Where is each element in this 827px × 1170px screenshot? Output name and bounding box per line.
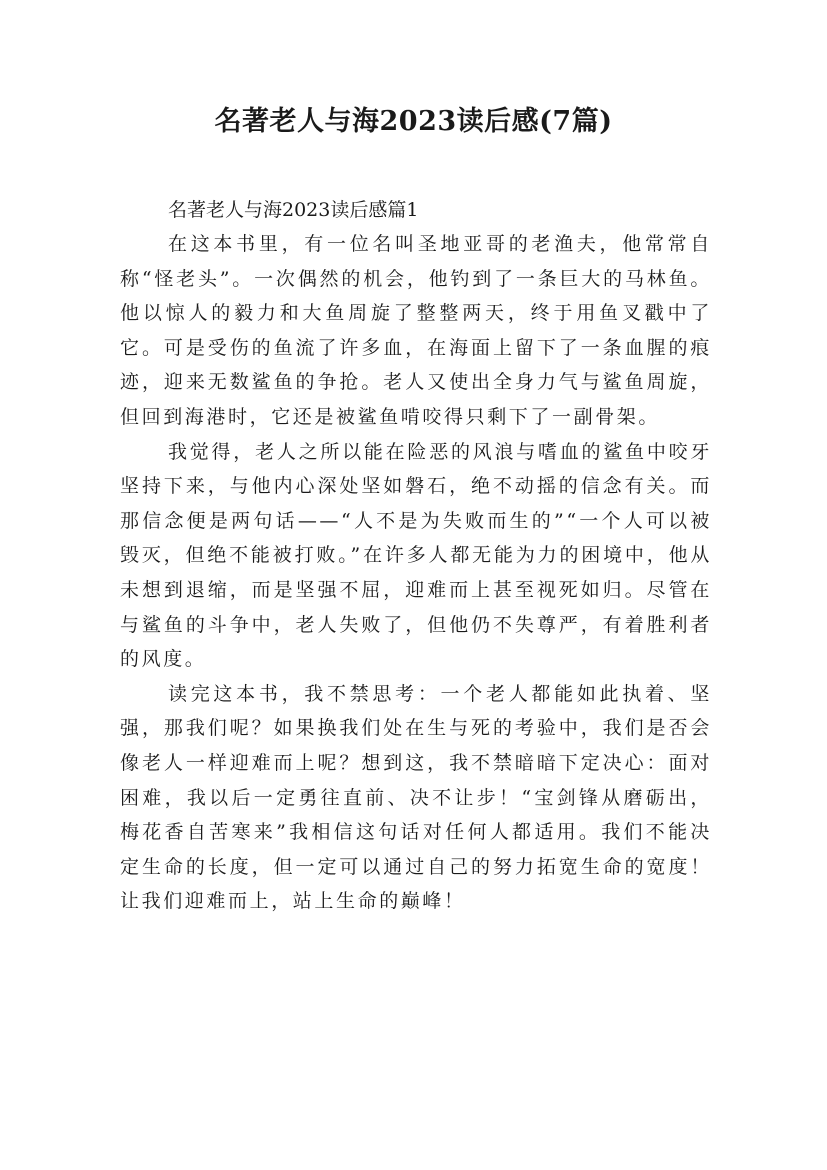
paragraph-2: 我觉得，老人之所以能在险恶的风浪与嗜血的鲨鱼中咬牙坚持下来，与他内心深处坚如磐石，绝不动摇的信念有关。而那信念便是两句话——“人不是为失败而生的”“一个人可以被毁灭，但绝不能被打败。”在许多人都无能为力的困境中，他从未想到退缩，而是坚强不屈，迎难而上甚至视死如归。尽管在与鲨鱼的斗争中，老人失败了，但他仍不失尊严，有着胜利者的风度。 [120,440,712,671]
section-heading: 名著老人与海2023读后感篇1 [168,199,419,221]
document-body [120,193,712,919]
paragraph-3: 读完这本书，我不禁思考：一个老人都能如此执着、坚强，那我们呢？如果换我们处在生与死的考验中，我们是否会像老人一样迎难而上呢？想到这，我不禁暗暗下定决心：面对困难，我以后一定勇往直前、决不让步！“宝剑锋从磨砺出，梅花香自苦寒来”我相信这句话对任何人都适用。我们不能决定生命的长度，但一定可以通过自己的努力拓宽生命的宽度！让我们迎难而上，站上生命的巅峰！ [120,682,712,913]
document-title: 名著老人与海2023读后感(7篇) [214,106,613,137]
paragraph-1: 在这本书里，有一位名叫圣地亚哥的老渔夫，他常常自称“怪老头”。一次偶然的机会，他钓到了一条巨大的马林鱼。他以惊人的毅力和大鱼周旋了整整两天，终于用鱼叉戳中了它。可是受伤的鱼流了许多血，在海面上留下了一条血腥的痕迹，迎来无数鲨鱼的争抢。老人又使出全身力气与鲨鱼周旋，但回到海港时，它还是被鲨鱼啃咬得只剩下了一副骨架。 [120,233,712,428]
